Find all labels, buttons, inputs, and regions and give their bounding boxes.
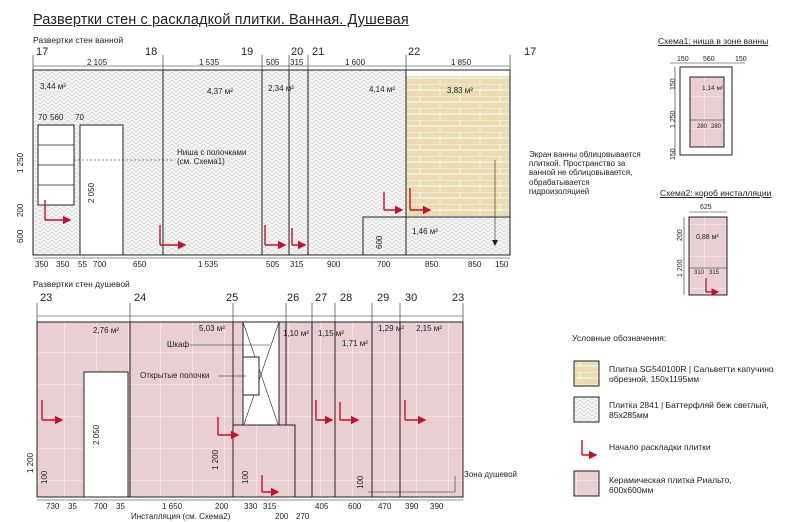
legend-item-herring: Плитка 2841 | Баттерфляй беж светлый, 85х285мм — [609, 400, 769, 421]
bathroom-section-label: Развертки стен ванной — [33, 35, 124, 45]
shower-zone-label: Зона душевой — [464, 470, 517, 479]
shower-axis-26: 26 — [287, 292, 300, 304]
shower-area-4: 1,15 м² — [318, 329, 344, 338]
shower-bottom-dim-13: 470 — [378, 502, 392, 511]
shower-bottom-dim-3: 700 — [94, 502, 108, 511]
shower-left-dim-2: 100 — [40, 470, 49, 484]
scheme1-left-dim-3: 150 — [670, 148, 677, 160]
shower-left-dim-1: 1 200 — [26, 452, 35, 473]
bath-axis-21: 21 — [312, 46, 325, 58]
bath-bottom-dim-12: 850 — [468, 260, 482, 269]
shower-axis-28: 28 — [340, 292, 353, 304]
bath-door-height: 2 050 — [87, 182, 96, 203]
shower-mid-dim-2: 100 — [241, 470, 250, 484]
bath-area-5: 3,83 м² — [447, 86, 473, 95]
scheme1-left-dim-2: 1 250 — [670, 110, 677, 128]
shower-bottom-dim-15: 390 — [430, 502, 444, 511]
scheme1-top-dim-3: 150 — [735, 56, 747, 63]
shower-area-1: 2,76 м² — [93, 326, 119, 335]
scheme2-width: 625 — [700, 204, 712, 211]
legend-swatch-beige — [574, 361, 599, 386]
shower-bottom-dim-14: 390 — [405, 502, 419, 511]
scheme2-area: 0,88 м² — [696, 234, 719, 241]
wall-20-21 — [289, 70, 308, 255]
cabinet-label: Шкаф — [167, 340, 190, 349]
bath-top-dim-5: 1 600 — [345, 58, 366, 67]
shower-axis-30: 30 — [405, 292, 418, 304]
scheme1-top-dim-1: 150 — [677, 56, 689, 63]
scheme2-inner-2: 315 — [709, 270, 720, 276]
shelves-label: Открытые полочки — [140, 371, 210, 380]
bath-top-dim-6: 1 850 — [451, 58, 472, 67]
scheme1-top-dim-2: 560 — [703, 56, 715, 63]
shower-bottom-dim-7: 330 — [244, 502, 258, 511]
shower-area-5: 1,71 м² — [342, 339, 368, 348]
legend-start-icon — [582, 440, 596, 455]
scheme1-left-dim-1: 150 — [670, 78, 677, 90]
bath-screen — [406, 217, 510, 255]
bath-left-dim-3: 600 — [16, 229, 25, 243]
shower-axis-27: 27 — [315, 292, 328, 304]
legend-item-beige: Плитка SG540100R | Сальветти капучино обрезной, 150х1195мм — [609, 364, 774, 385]
legend-swatches — [574, 361, 599, 496]
bath-bottom-dim-8: 315 — [290, 260, 304, 269]
scheme1-title: Схема1: ниша в зоне ванны — [658, 36, 769, 46]
bath-bottom-dim-9: 900 — [327, 260, 341, 269]
scheme2-inner-1: 310 — [694, 270, 705, 276]
bath-left-dim-2: 200 — [16, 203, 25, 217]
niche-dim-right: 70 — [75, 113, 84, 122]
shower-door-height: 2 050 — [92, 424, 101, 445]
shower-bottom-dim-8: 315 — [263, 502, 277, 511]
shower-bottom-dim-12: 600 — [348, 502, 362, 511]
bath-bottom-dim-4: 700 — [93, 260, 107, 269]
bath-top-dim-2: 1 535 — [199, 58, 220, 67]
scheme2-drawing — [684, 212, 727, 295]
bath-area-4: 4,14 м² — [369, 85, 395, 94]
bath-bottom-dim-6: 1 535 — [198, 260, 219, 269]
shower-axis-24: 24 — [134, 292, 147, 304]
bath-axis-22: 22 — [408, 46, 421, 58]
bath-bottom-dim-13: 150 — [495, 260, 509, 269]
shower-area-7: 2,15 м² — [416, 324, 442, 333]
legend-swatch-herring — [574, 397, 599, 422]
legend-item-pink: Керамическая плитка Риальто, 600х600мм — [609, 475, 732, 496]
shower-area-2: 5,03 м² — [199, 324, 225, 333]
bath-dim-600: 600 — [375, 235, 384, 249]
shower-axis-23: 23 — [40, 292, 53, 304]
scheme1-area: 1,14 м² — [702, 85, 724, 92]
scheme1-inner-2: 280 — [711, 124, 722, 130]
bath-bottom-dim-3: 55 — [78, 260, 87, 269]
wall-19-20 — [262, 70, 289, 255]
bath-axis-17-end: 17 — [524, 46, 537, 58]
bath-axis-19: 19 — [241, 46, 254, 58]
bath-bottom-dim-2: 350 — [56, 260, 70, 269]
shower-mid-dim-1: 1 200 — [211, 449, 220, 470]
bath-bottom-dim-7: 505 — [266, 260, 280, 269]
niche-dim-mid: 560 — [50, 113, 64, 122]
shower-door — [84, 372, 128, 497]
shower-bottom-dim-5: 1 650 — [162, 502, 183, 511]
shower-bottom-dim-1: 730 — [46, 502, 60, 511]
bath-top-dim-1: 2 105 — [87, 58, 108, 67]
page-title: Развертки стен с раскладкой плитки. Ванная. Душевая — [33, 12, 409, 28]
legend-item-start: Начало раскладки плитки — [609, 442, 711, 452]
bath-axis-18: 18 — [145, 46, 158, 58]
bath-area-2: 4,37 м² — [207, 87, 233, 96]
wall-21-22 — [308, 70, 406, 255]
bath-axis-20: 20 — [291, 46, 304, 58]
scheme2-title: Схема2: короб инсталляции — [660, 188, 772, 198]
shower-bottom-dim-6: 200 — [215, 502, 229, 511]
shower-area-6: 1,29 м² — [378, 324, 404, 333]
shower-bottom-dim-4: 35 — [116, 502, 125, 511]
bath-bottom-dim-1: 350 — [35, 260, 49, 269]
shower-bottom-dim-10: 270 — [296, 512, 310, 521]
screen-note: Экран ванны облицовывается плиткой. Пространство за ванной не облицовывается, обрабатывается гидроизоляцией — [529, 150, 641, 196]
bath-top-dim-4: 315 — [290, 58, 304, 67]
wall-22-17-planks — [406, 76, 510, 217]
shower-axis-23-end: 23 — [452, 292, 465, 304]
bath-bottom-dim-11: 850 — [425, 260, 439, 269]
scheme2-left-dim-1: 200 — [677, 229, 684, 241]
legend-swatch-pink — [574, 471, 599, 496]
bath-top-dim-3: 505 — [266, 58, 280, 67]
shower-axis-29: 29 — [377, 292, 390, 304]
shower-bottom-dim-11: 405 — [315, 502, 329, 511]
installation-box — [233, 425, 295, 497]
shower-section-label: Развертки стен душевой — [33, 279, 130, 289]
bath-axis-17: 17 — [36, 46, 49, 58]
shower-bottom-dim-2: 35 — [68, 502, 77, 511]
scheme1-inner-1: 280 — [697, 124, 708, 130]
bath-area-3: 2,34 м² — [268, 84, 294, 93]
scheme1-drawing — [670, 63, 745, 155]
shower-bottom-dim-9: 200 — [275, 512, 289, 521]
bath-bottom-dim-5: 650 — [133, 260, 147, 269]
bath-area-1: 3,44 м² — [40, 82, 66, 91]
bath-left-dim-1: 1 250 — [16, 152, 25, 173]
legend-title: Условные обозначения: — [572, 333, 667, 343]
scheme2-left-dim-2: 1 200 — [677, 259, 684, 277]
shower-area-3: 1,10 м² — [283, 329, 309, 338]
shower-right-dim: 100 — [356, 475, 365, 489]
niche-dim-left: 70 — [38, 113, 47, 122]
niche-note: Ниша с полочками (см. Схема1) — [177, 148, 247, 167]
bath-bottom-dim-10: 700 — [377, 260, 391, 269]
install-label: Инсталляция (см. Схема2) — [131, 512, 231, 521]
shower-axis-25: 25 — [226, 292, 239, 304]
bath-area-6: 1,46 м² — [412, 227, 438, 236]
